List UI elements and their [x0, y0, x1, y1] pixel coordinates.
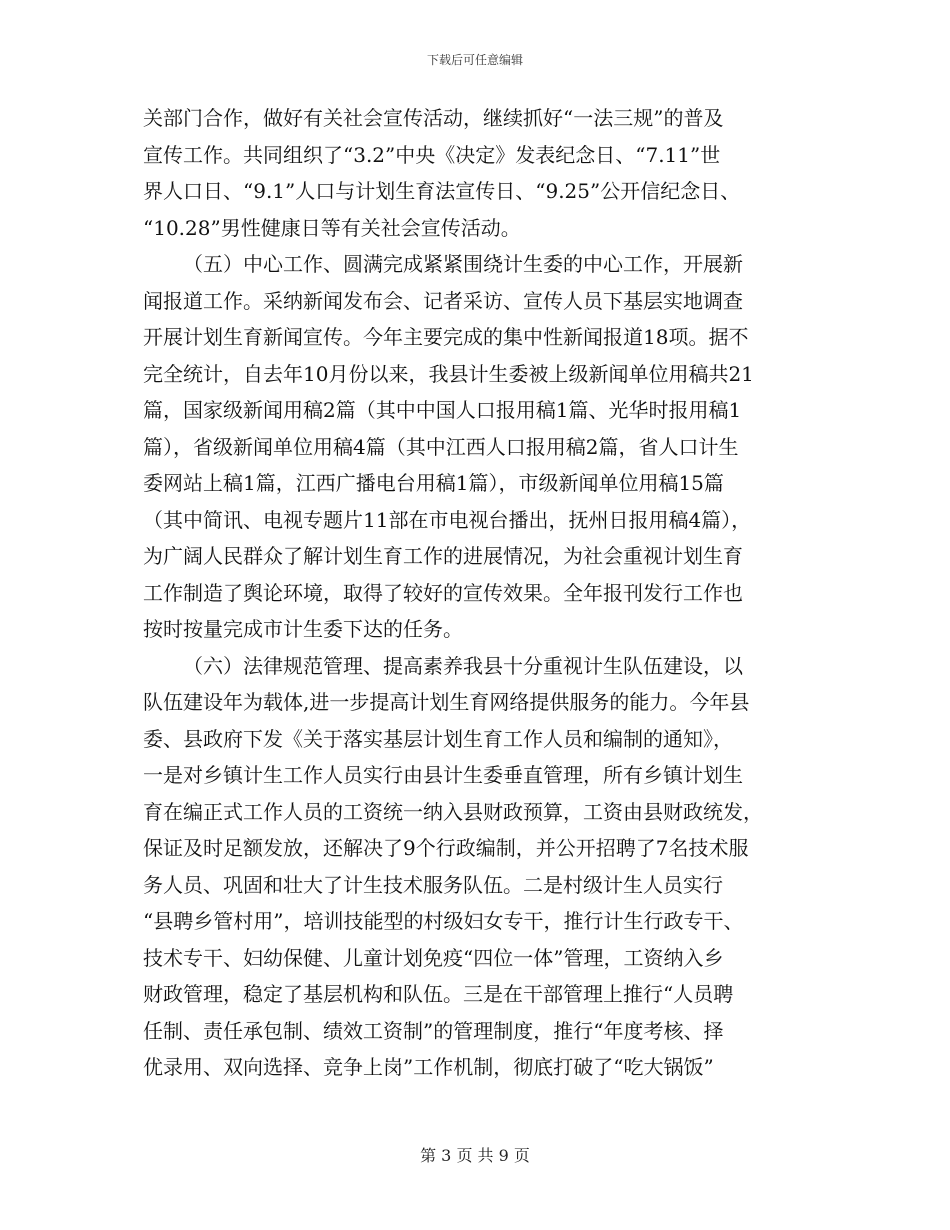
text-line: 财政管理，稳定了基层机构和队伍。三是在干部管理上推行“人员聘	[143, 982, 734, 1006]
text-line: 委、县政府下发《关于落实基层计划生育工作人员和编制的通知》，	[143, 726, 733, 751]
text-line: （其中简讯、电视专题片11部在市电视台播出，抚州日报用稿4篇），	[143, 507, 752, 532]
text-line: 队伍建设年为载体,进一步提高计划生育网络提供服务的能力。今年县	[143, 690, 750, 714]
text-line: 任制、责任承包制、绩效工资制”的管理制度，推行“年度考核、择	[143, 1018, 724, 1043]
text-line: 完全统计，自去年10月份以来，我县计生委被上级新闻单位用稿共21	[143, 361, 754, 386]
text-line: 按时按量完成市计生委下达的任务。	[143, 617, 463, 641]
paragraph-start-line: （五）中心工作、圆满完成紧紧围绕计生委的中心工作，开展新	[183, 252, 743, 276]
text-line: 篇，国家级新闻用稿2篇（其中中国人口报用稿1篇、光华时报用稿1	[143, 398, 742, 422]
text-line: 开展计划生育新闻宣传。今年主要完成的集中性新闻报道18项。据不	[143, 325, 749, 349]
text-line: 宣传工作。共同组织了“3.2”中央《决定》发表纪念日、“7.11”世	[143, 142, 721, 167]
text-line: 保证及时足额发放，还解决了9个行政编制，并公开招聘了7名技术服	[143, 836, 749, 860]
page-header: 下载后可任意编辑	[426, 53, 523, 67]
text-line: 关部门合作，做好有关社会宣传活动，继续抓好“一法三规”的普及	[143, 106, 724, 130]
text-line: 技术专干、妇幼保健、儿童计划免疫“四位一体”管理，工资纳入乡	[143, 945, 724, 970]
text-line: “10.28”男性健康日等有关社会宣传活动。	[143, 215, 521, 240]
text-line: 闻报道工作。采纳新闻发布会、记者采访、宣传人员下基层实地调查	[143, 288, 743, 313]
text-line: 篇），省级新闻单位用稿4篇（其中江西人口报用稿2篇，省人口计生	[143, 434, 739, 459]
text-line: 优录用、双向选择、竞争上岗”工作机制，彻底打破了“吃大锅饭”	[143, 1055, 714, 1079]
page-number: 第 3 页 共 9 页	[420, 1146, 530, 1165]
text-line: 委网站上稿1篇，江西广播电台用稿1篇），市级新闻单位用稿15篇	[143, 471, 724, 495]
text-line: 一是对乡镇计生工作人员实行由县计生委垂直管理，所有乡镇计划生	[143, 763, 743, 787]
text-line: “县聘乡管村用”，培训技能型的村级妇女专干，推行计生行政专干、	[143, 909, 744, 933]
text-line: 为广阔人民群众了解计划生育工作的进展情况，为社会重视计划生育	[143, 544, 743, 568]
text-line: 工作制造了舆论环境，取得了较好的宣传效果。全年报刊发行工作也	[143, 580, 743, 605]
paragraph-start-line: （六）法律规范管理、提高素养我县十分重视计生队伍建设，以	[183, 653, 743, 678]
document-body	[143, 100, 823, 1086]
text-line: 界人口日、“9.1”人口与计划生育法宣传日、“9.25”公开信纪念日、	[143, 179, 741, 203]
text-line: 育在编正式工作人员的工资统一纳入县财政预算，工资由县财政统发，	[143, 799, 763, 824]
text-line: 务人员、巩固和壮大了计生技术服务队伍。二是村级计生人员实行	[143, 872, 723, 897]
